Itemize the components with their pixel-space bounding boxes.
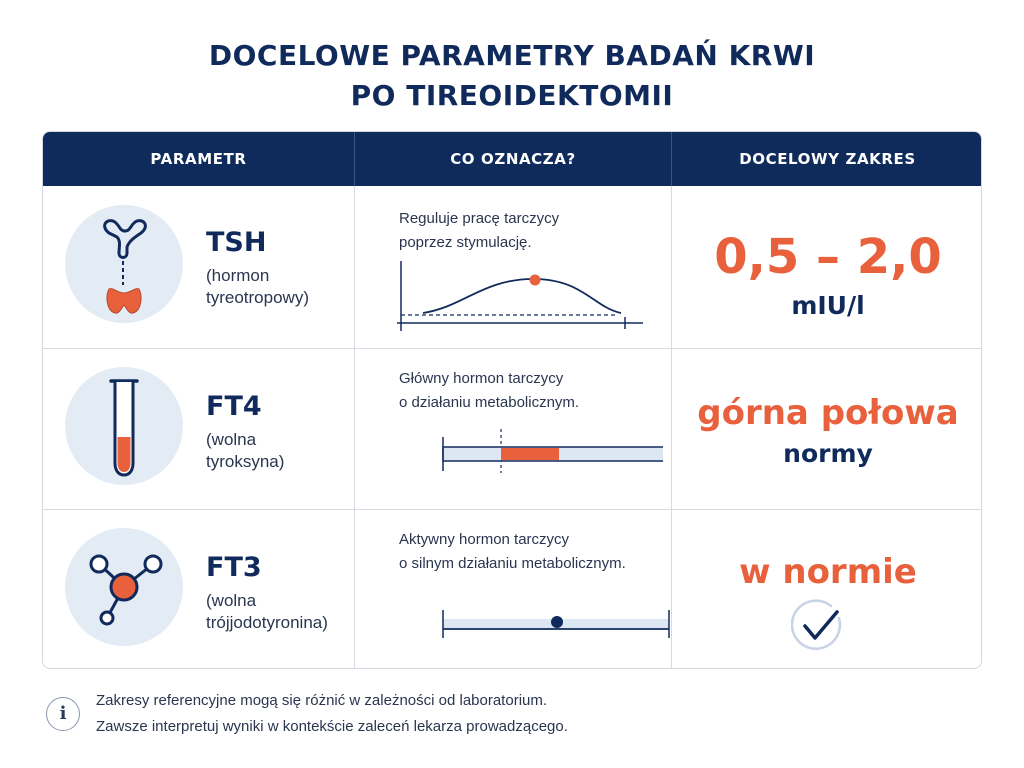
bell-curve-graph [393, 257, 663, 337]
parameter-name: FT4 [206, 391, 262, 422]
description-line-1: Reguluje pracę tarczycy [399, 210, 560, 227]
parameters-table [42, 131, 982, 669]
parameter-description [399, 367, 669, 415]
thyroid-gland-icon [65, 205, 183, 323]
description-line-1: Główny hormon tarczycy [399, 370, 564, 387]
target-range-unit: normy [783, 439, 873, 468]
parameter-description [399, 528, 669, 576]
parameter-full-line-2: tyreotropowy) [206, 288, 309, 307]
description-line-2: o działaniu metabolicznym. [399, 394, 580, 411]
target-range-value: w normie [739, 552, 917, 592]
checkmark-icon [791, 598, 847, 654]
header-co-oznacza: CO OZNACZA? [450, 150, 576, 168]
parameter-full-line-1: (wolna [206, 430, 257, 449]
parameter-full-name [206, 590, 376, 634]
target-range-value: 0,5 – 2,0 [714, 229, 942, 285]
table-header [43, 132, 982, 186]
parameter-full-line-2: tyroksyna) [206, 452, 285, 471]
table-row-ft3 [43, 510, 982, 669]
parameter-full-name [206, 265, 376, 309]
target-range-value: górna połowa [697, 393, 959, 433]
header-parametr: PARAMETR [150, 150, 247, 168]
parameter-full-name [206, 429, 376, 473]
header-docelowy-zakres: DOCELOWY ZAKRES [739, 150, 916, 168]
table-row-tsh [43, 187, 982, 348]
parameter-full-line-1: (wolna [206, 591, 257, 610]
title-line-2: PO TIREOIDEKTOMII [350, 79, 674, 112]
parameter-description [399, 207, 669, 255]
parameter-name: FT3 [206, 552, 262, 583]
title-line-1: DOCELOWE PARAMETRY BADAŃ KRWI [208, 39, 816, 72]
in-range-marker [393, 594, 673, 654]
description-line-1: Aktywny hormon tarczycy [399, 531, 570, 548]
note-line-2: Zawsze interpretuj wyniki w kontekście zaleceń lekarza prowadzącego. [96, 718, 568, 735]
note-line-1: Zakresy referencyjne mogą się różnić w zależności od laboratorium. [96, 692, 548, 709]
test-tube-icon [65, 367, 183, 485]
description-line-2: poprzez stymulację. [399, 234, 532, 251]
target-range-unit: mIU/l [791, 291, 865, 320]
info-icon: i [46, 697, 80, 731]
molecule-icon [65, 528, 183, 646]
parameter-name: TSH [206, 227, 267, 258]
parameter-full-line-1: (hormon [206, 266, 270, 285]
table-row-ft4 [43, 349, 982, 510]
parameter-full-line-2: trójjodotyronina) [206, 613, 328, 632]
description-line-2: o silnym działaniu metabolicznym. [399, 555, 626, 572]
page-title [0, 36, 1024, 116]
upper-half-range-bar [393, 425, 663, 485]
